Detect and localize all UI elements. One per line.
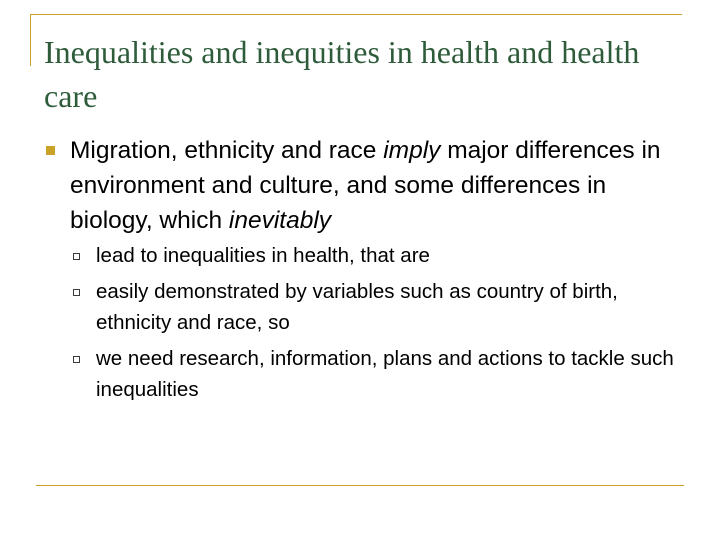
- square-bullet-icon: [46, 146, 55, 155]
- main-bullet-italic-1: imply: [383, 137, 441, 164]
- main-bullet-text-1: Migration, ethnicity and race: [70, 137, 384, 164]
- left-divider: [30, 14, 31, 66]
- sub-bullet-text: easily demonstrated by variables such as country of birth, ethnicity and race, so: [96, 280, 618, 334]
- hollow-square-bullet-icon: [73, 289, 80, 296]
- sub-bullet-list: [40, 240, 680, 405]
- bottom-divider: [36, 485, 684, 486]
- slide-body: [40, 133, 680, 410]
- top-divider: [30, 14, 682, 15]
- sub-bullet-text: lead to inequalities in health, that are: [96, 244, 430, 267]
- hollow-square-bullet-icon: [73, 356, 80, 363]
- main-bullet-text-2: major differences in environment and culture, and some differences in biology, which: [70, 137, 661, 234]
- sub-bullet-text: we need research, information, plans and actions to tackle such inequalities: [96, 347, 674, 401]
- sub-bullet: [40, 240, 680, 271]
- main-bullet: [40, 133, 680, 238]
- main-bullet-italic-2: inevitably: [228, 207, 332, 234]
- sub-bullet: [40, 343, 680, 405]
- slide-title: Inequalities and inequities in health and health care: [44, 34, 640, 114]
- hollow-square-bullet-icon: [73, 253, 80, 260]
- sub-bullet: [40, 276, 680, 338]
